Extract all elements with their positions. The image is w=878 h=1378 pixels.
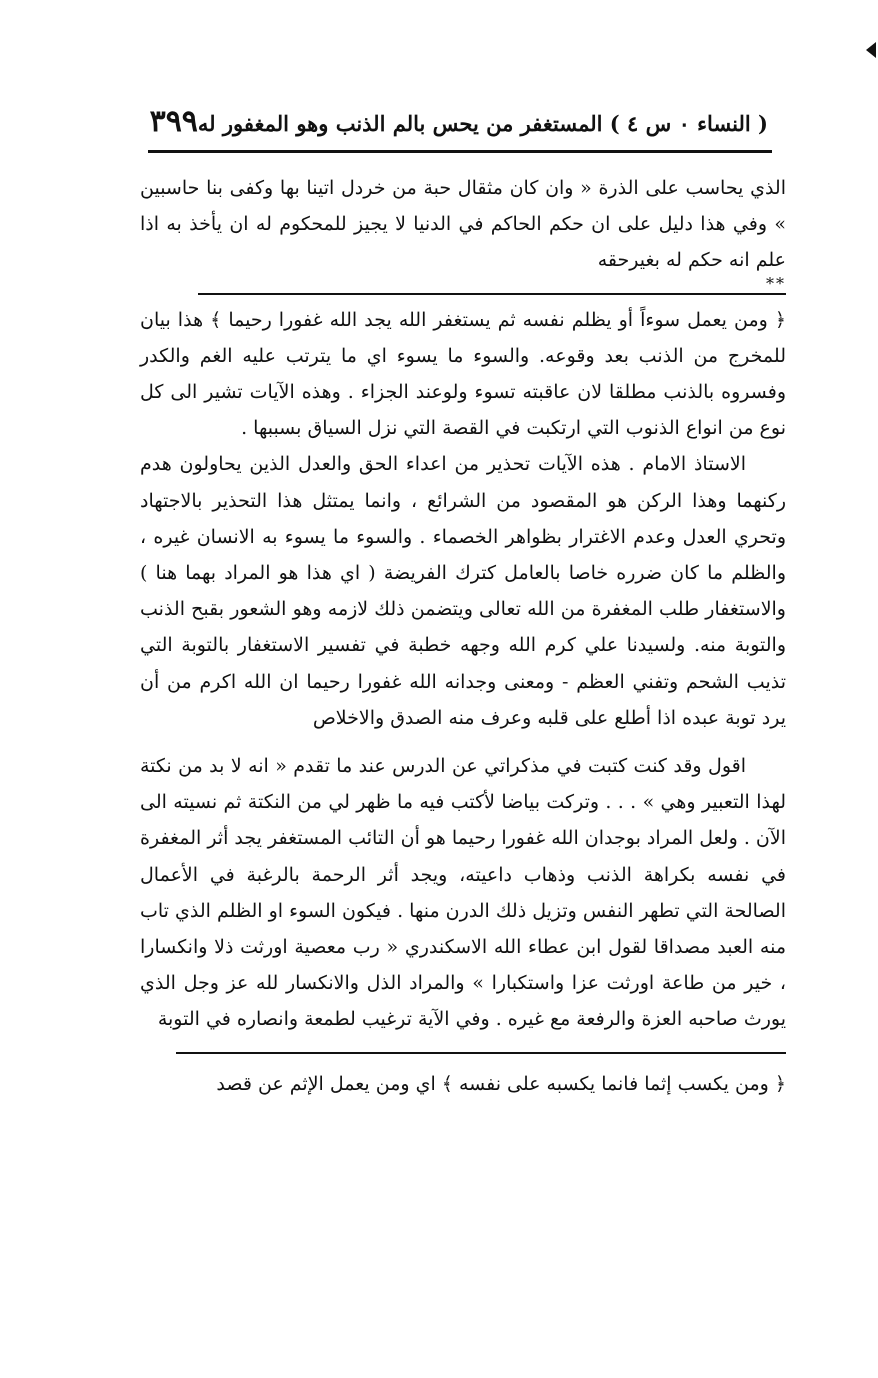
- page-number: ٣٩٩: [149, 104, 198, 139]
- header-title: ( النساء ٠ س ٤ ) المستغفر من يحس بالم الذنب وهو المغفور له: [197, 111, 768, 136]
- header-rule: [148, 150, 772, 153]
- section-rule-lower: [176, 1052, 786, 1054]
- paragraph-gap: [140, 736, 786, 748]
- paragraph-2: ﴿ ومن يعمل سوءاً أو يظلم نفسه ثم يستغفر الله يجد الله غفورا رحيما ﴾ هذا بيان للمخرج من الذنب بعد وقوعه. والسوء ما يسوء اي ما يترتب عليه الغم والكدر وفسروه بالذنب مطلقا لان عاقبته تسوء ولوعند الجزاء . وهذه الآيات تشير الى كل نوع من انواع الذنوب التي ارتكبت في القصة التي نزل السياق بسببها .: [140, 308, 786, 440]
- section-separator: **: [766, 273, 786, 293]
- running-header: [148, 104, 768, 144]
- scan-corner-mark: [866, 42, 876, 58]
- paragraph-1: الذي يحاسب على الذرة « وان كان مثقال حبة من خردل اتينا بها وكفى بنا حاسبين » وفي هذا دليل على ان حكم الحاكم في الدنيا لا يجيز للمحكوم له ان يأخذ به اذا علم انه حكم له بغيرحقه: [140, 177, 786, 272]
- section-rule: [198, 293, 786, 295]
- paragraph-5: ﴿ ومن يكسب إثما فانما يكسبه على نفسه ﴾ اي ومن يعمل الإثم عن قصد: [216, 1072, 786, 1095]
- page-body: [140, 170, 786, 1102]
- paragraph-4: اقول وقد كنت كتبت في مذكراتي عن الدرس عند ما تقدم « انه لا بد من نكتة لهذا التعبير وهي » . . . وتركت بياضا لأكتب فيه ما ظهر لي من النكتة ثم نسيته الى الآن . ولعل المراد بوجدان الله غفورا رحيما هو أن التائب المستغفر يجد أثر المغفرة في نفسه بكراهة الذنب وذهاب داعيته، ويجد أثر الرحمة بالرغبة في الأعمال الصالحة التي تطهر النفس وتزيل ذلك الدرن منها . فيكون السوء او الظلم الذي تاب منه العبد مصداقا لقول ابن عطاء الله الاسكندري « رب معصية اورثت ذلا وانكسارا ، خير من طاعة اورثت عزا واستكبارا » والمراد الذل والانكسار لله عز وجل الذي يورث صاحبه العزة والرفعة مع غيره . وفي الآية ترغيب لطمعة وانصاره في التوبة: [140, 755, 786, 1031]
- paragraph-3: الاستاذ الامام . هذه الآيات تحذير من اعداء الحق والعدل الذين يحاولون هدم ركنهما وهذا الركن هو المقصود من الشرائع ، وانما يمتثل هذا التحذير بالاجتهاد وتحري العدل وعدم الاغترار بظواهر الخصماء . والسوء ما يسوء به الانسان غيره ، والظلم ما كان ضرره خاصا بالعامل كترك الفريضة ( اي هذا هو المراد بهما هنا ) والاستغفار طلب المغفرة من الله تعالى ويتضمن ذلك لازمه وهو الشعور بقبح الذنب والتوبة منه. ولسيدنا علي كرم الله وجهه خطبة في تفسير الاستغفار بالتوبة التي تذيب الشحم وتفني العظم - ومعنى وجدانه الله غفورا رحيما ان الله اكرم من أن يرد توبة عبده اذا أطلع على قلبه وعرف منه الصدق والاخلاص: [140, 453, 786, 729]
